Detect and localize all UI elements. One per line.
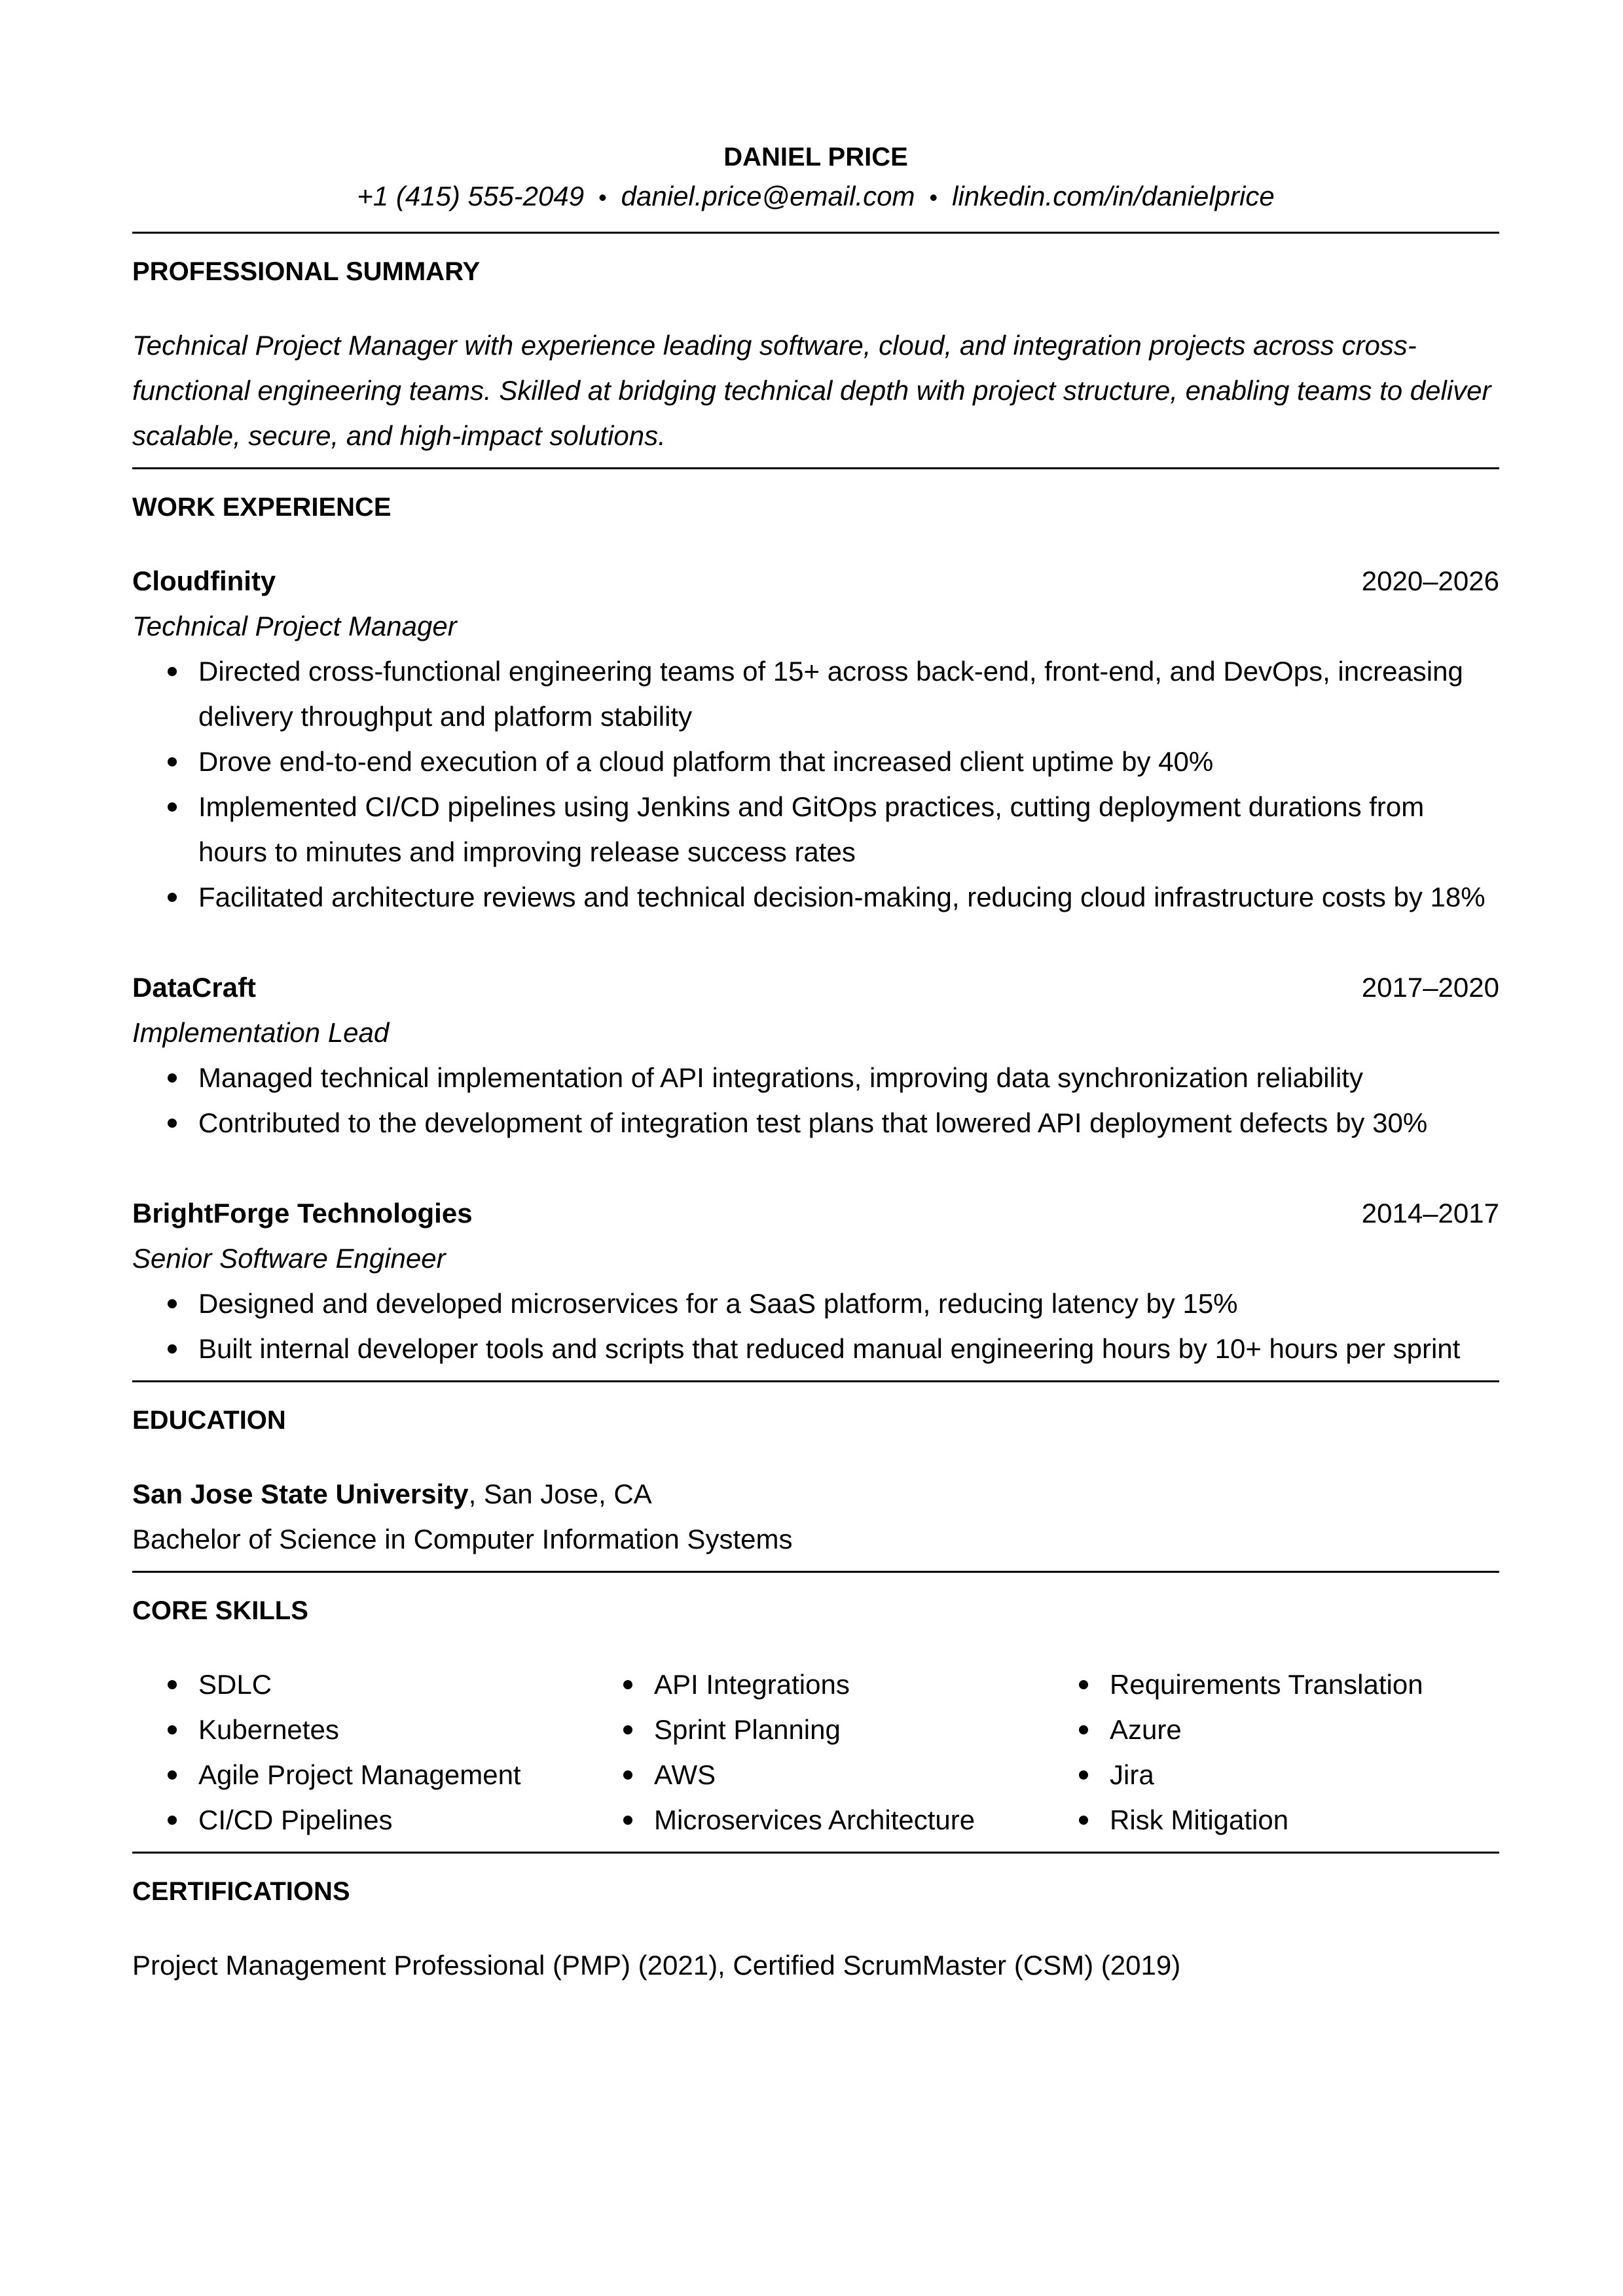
job-header [132,965,1499,1010]
skill-item: SDLC [132,1662,588,1707]
job-entry [132,965,1499,1145]
email-address: daniel.price@email.com [621,181,915,211]
skill-item: Microservices Architecture [588,1797,1044,1842]
skill-item: Jira [1044,1752,1499,1797]
skill-item: CI/CD Pipelines [132,1797,588,1842]
summary-text: Technical Project Manager with experience leading software, cloud, and integration projects across cross-functional engineering teams. Skilled at bridging technical depth with project structure, enabling teams to deliver scalable, secure, and high-impact solutions. [132,330,1491,451]
school-name: San Jose State University [132,1479,469,1509]
company-name: Cloudfinity [132,565,276,596]
work-experience-list [132,558,1499,1371]
job-entry [132,1191,1499,1371]
section-title-summary: PROFESSIONAL SUMMARY [132,257,481,286]
section-divider [132,232,1499,234]
skill-item: Azure [1044,1707,1499,1752]
job-dates: 2014–2017 [1361,1198,1499,1229]
separator-dot: • [929,184,938,211]
job-bullet: Designed and developed microservices for a SaaS platform, reducing latency by 15% [132,1281,1499,1326]
skill-item: API Integrations [588,1662,1044,1707]
section-divider [132,1380,1499,1382]
education-school-line [132,1471,1499,1516]
job-role: Senior Software Engineer [132,1243,446,1274]
job-bullets [132,1281,1499,1371]
section-divider [132,1852,1499,1854]
job-bullet: Managed technical implementation of API integrations, improving data synchronization reliability [132,1055,1499,1100]
degree: Bachelor of Science in Computer Information Systems [132,1524,793,1554]
company-name: DataCraft [132,972,257,1003]
job-bullets [132,1055,1499,1145]
skill-item: AWS [588,1752,1044,1797]
section-divider [132,1571,1499,1573]
skill-item: Kubernetes [132,1707,588,1752]
company-name: BrightForge Technologies [132,1198,473,1229]
school-location: , San Jose, CA [468,1479,652,1509]
certifications-text: Project Management Professional (PMP) (2021), Certified ScrumMaster (CSM) (2019) [132,1950,1181,1981]
job-dates: 2017–2020 [1361,972,1499,1003]
education-entry [132,1471,1499,1562]
section-title-work: WORK EXPERIENCE [132,493,392,522]
skills-column [132,1662,588,1842]
job-bullets [132,649,1499,920]
job-header [132,1191,1499,1236]
separator-dot: • [598,184,607,211]
section-title-education: EDUCATION [132,1406,286,1435]
job-header [132,558,1499,603]
job-role: Technical Project Manager [132,611,457,641]
job-bullet: Drove end-to-end execution of a cloud platform that increased client uptime by 40% [132,739,1499,784]
resume-page [132,137,1499,1988]
job-bullet: Contributed to the development of integration test plans that lowered API deployment defects by 30% [132,1100,1499,1145]
linkedin-url: linkedin.com/in/danielprice [952,181,1275,211]
job-role: Implementation Lead [132,1017,390,1048]
job-bullet: Directed cross-functional engineering teams of 15+ across back-end, front-end, and DevOps, increasing delivery throughput and platform stability [132,649,1499,739]
skills-column [588,1662,1044,1842]
job-bullet: Facilitated architecture reviews and technical decision-making, reducing cloud infrastructure costs by 18% [132,874,1499,920]
skill-item: Requirements Translation [1044,1662,1499,1707]
job-bullet: Implemented CI/CD pipelines using Jenkins and GitOps practices, cutting deployment durations from hours to minutes and improving release success rates [132,784,1499,874]
section-divider [132,467,1499,469]
skills-column [1044,1662,1499,1842]
skill-item: Sprint Planning [588,1707,1044,1752]
skill-item: Risk Mitigation [1044,1797,1499,1842]
section-title-certifications: CERTIFICATIONS [132,1877,350,1906]
skill-item: Agile Project Management [132,1752,588,1797]
job-dates: 2020–2026 [1361,565,1499,596]
contact-line [132,177,1499,217]
section-title-skills: CORE SKILLS [132,1596,308,1625]
skills-grid [132,1662,1499,1842]
phone-number: +1 (415) 555-2049 [357,181,585,211]
candidate-name: DANIEL PRICE [723,143,908,171]
job-bullet: Built internal developer tools and scripts that reduced manual engineering hours by 10+ hours per sprint [132,1326,1499,1371]
job-entry [132,558,1499,920]
